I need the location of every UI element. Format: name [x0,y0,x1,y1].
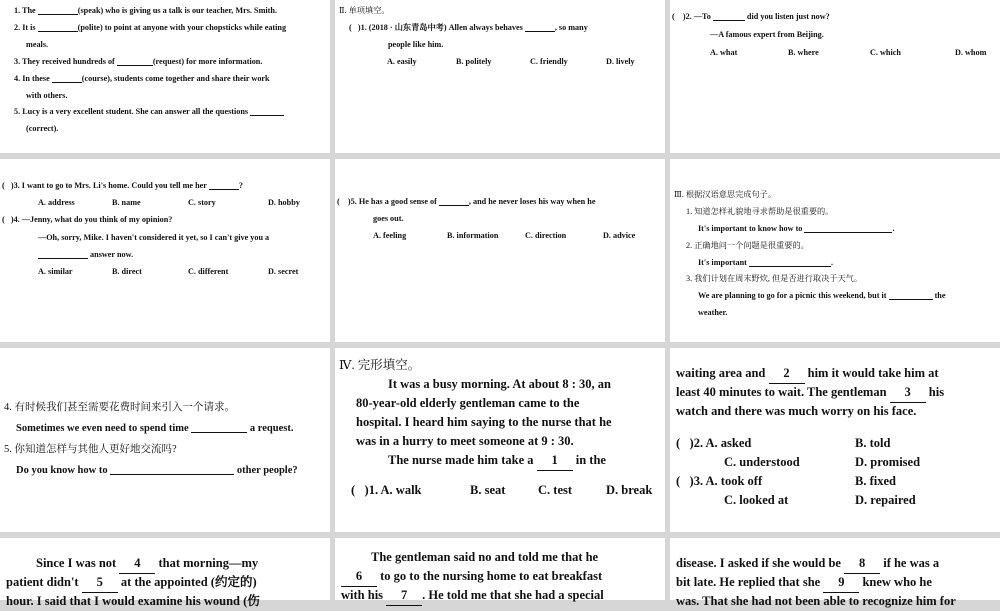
panel-single-choice: Ⅱ. 单项填空。 ( )1. (2018 · 山东青岛中考) Allen always behaves , so many people like him. A. easily B. politely C. friendly D. lively [335,0,665,153]
answer-blank[interactable] [749,258,831,267]
option[interactable]: B. seat [470,483,506,497]
option[interactable]: )3. A. took off [689,474,763,488]
panel-q5: ( )5. He has a good sense of , and he never loses his way when he goes out. A. feeling B. information C. direction D. advice [335,159,665,342]
option[interactable]: D. hobby [268,198,300,207]
answer-blank[interactable] [191,422,247,434]
panel-word-form: 1. The (speak) who is giving us a talk is our teacher, Mrs. Smith. 2. It is (polite) to point at anyone with your chopsticks while eating meals. 3. They received hundreds of (request) for more information. 4. In these (course), students come together and share their work with others. 5. Lucy is a very excellent student. She can answer all the questions (correct). [0,0,330,153]
cloze-blank-4[interactable]: 4 [119,554,155,574]
cloze-blank-2[interactable]: 2 [769,364,805,384]
option[interactable]: C. test [538,483,573,497]
panel-cloze-3: Since I was not 4 that morning—my patient didn't 5 at the appointed (约定的) hour. I said that I would examine his wound (伤 [0,538,330,600]
answer-blank[interactable] [38,250,88,259]
option[interactable]: C. direction [525,231,567,240]
section-header: Ⅳ. 完形填空。 [339,358,421,372]
option[interactable]: D. repaired [855,493,916,507]
cloze-blank-9[interactable]: 9 [823,573,859,593]
option[interactable]: A. feeling [373,231,407,240]
cloze-blank-1[interactable]: 1 [537,451,573,471]
answer-blank[interactable] [804,224,892,233]
panel-translation: Ⅲ. 根据汉语意思完成句子。 1. 知道怎样礼貌地寻求帮助是很重要的。 It's important to know how to . 2. 正确地问一个问题是很重要的。 It's important . 3. 我们计划在周末野炊, 但是否进行取决于天气。 We are planning to go for a picnic this weekend, but it the weather. [670,159,1000,342]
answer-blank[interactable] [52,74,82,83]
option[interactable]: A. what [710,48,738,57]
option[interactable]: B. direct [112,267,142,276]
cloze-blank-5[interactable]: 5 [82,573,118,593]
option[interactable]: B. told [855,436,891,450]
option[interactable]: D. lively [606,57,635,66]
option[interactable]: C. which [870,48,901,57]
option[interactable]: )1. A. walk [364,483,422,497]
option[interactable]: C. friendly [530,57,568,66]
option[interactable]: )2. A. asked [689,436,752,450]
panel-cloze: Ⅳ. 完形填空。 It was a busy morning. At about 8 : 30, an 80-year-old elderly gentleman came to the hospital. I heard him saying to the nurse that he was in a hurry to meet someone at 9 : 30. The nurse made him take a 1 in the ( )1. A. walk B. seat C. test D. break [335,348,665,532]
option[interactable]: C. story [188,198,216,207]
cloze-blank-6[interactable]: 6 [341,567,377,587]
answer-blank[interactable] [110,464,234,476]
cloze-blank-3[interactable]: 3 [890,383,926,403]
option[interactable]: D. promised [855,455,921,469]
answer-blank[interactable] [889,291,933,300]
panel-cloze-2: waiting area and 2 him it would take him at least 40 minutes to wait. The gentleman 3 his watch and there was much worry on his face. ( )2. A. asked B. told C. understood D. promised ( )3. A. took off B. fixed C. looked at D. repaired [670,348,1000,532]
section-header: Ⅱ. 单项填空。 [339,6,390,15]
answer-blank[interactable] [525,23,555,32]
panel-translation-cont: 4. 有时候我们甚至需要花费时间来引入一个请求。 Sometimes we even need to spend time a request. 5. 你知道怎样与其他人更好地交流吗? Do you know how to other people? [0,348,330,532]
panel-q3-q4: ( )3. I want to go to Mrs. Li's home. Could you tell me her ? A. address B. name C. story D. hobby ( )4. —Jenny, what do you think of my opinion? —Oh, sorry, Mike. I haven't considered it yet, so I can't give you a answer now. A. similar B. direct C. different D. secret [0,159,330,342]
option[interactable]: D. whom [955,48,987,57]
option[interactable]: A. easily [387,57,417,66]
answer-blank[interactable] [209,181,239,190]
option[interactable]: D. break [606,483,653,497]
panel-q2: ( )2. —To did you listen just now? —A famous expert from Beijing. A. what B. where C. which D. whom [670,0,1000,153]
option[interactable]: D. advice [603,231,636,240]
cloze-blank-8[interactable]: 8 [844,554,880,574]
section-header: Ⅲ. 根据汉语意思完成句子。 [674,190,777,199]
option[interactable]: A. address [38,198,75,207]
answer-blank[interactable] [713,12,745,21]
panel-cloze-4: The gentleman said no and told me that he 6 to go to the nursing home to eat breakfast with his 7 . He told me that she had a special [335,538,665,600]
answer-blank[interactable] [117,57,153,66]
answer-blank[interactable] [38,23,78,32]
option[interactable]: C. different [188,267,229,276]
option[interactable]: D. secret [268,267,299,276]
panel-cloze-5: disease. I asked if she would be 8 if he was a bit late. He replied that she 9 knew who he was. That she had not been able to recognize him for [670,538,1000,600]
option[interactable]: A. similar [38,267,73,276]
cloze-blank-7[interactable]: 7 [386,586,422,606]
answer-blank[interactable] [250,107,284,116]
option[interactable]: C. looked at [724,493,789,507]
option[interactable]: B. information [447,231,499,240]
option[interactable]: B. where [788,48,819,57]
answer-blank[interactable] [38,6,78,15]
option[interactable]: C. understood [724,455,800,469]
answer-blank[interactable] [439,197,469,206]
option[interactable]: B. fixed [855,474,896,488]
option[interactable]: B. politely [456,57,492,66]
option[interactable]: B. name [112,198,141,207]
